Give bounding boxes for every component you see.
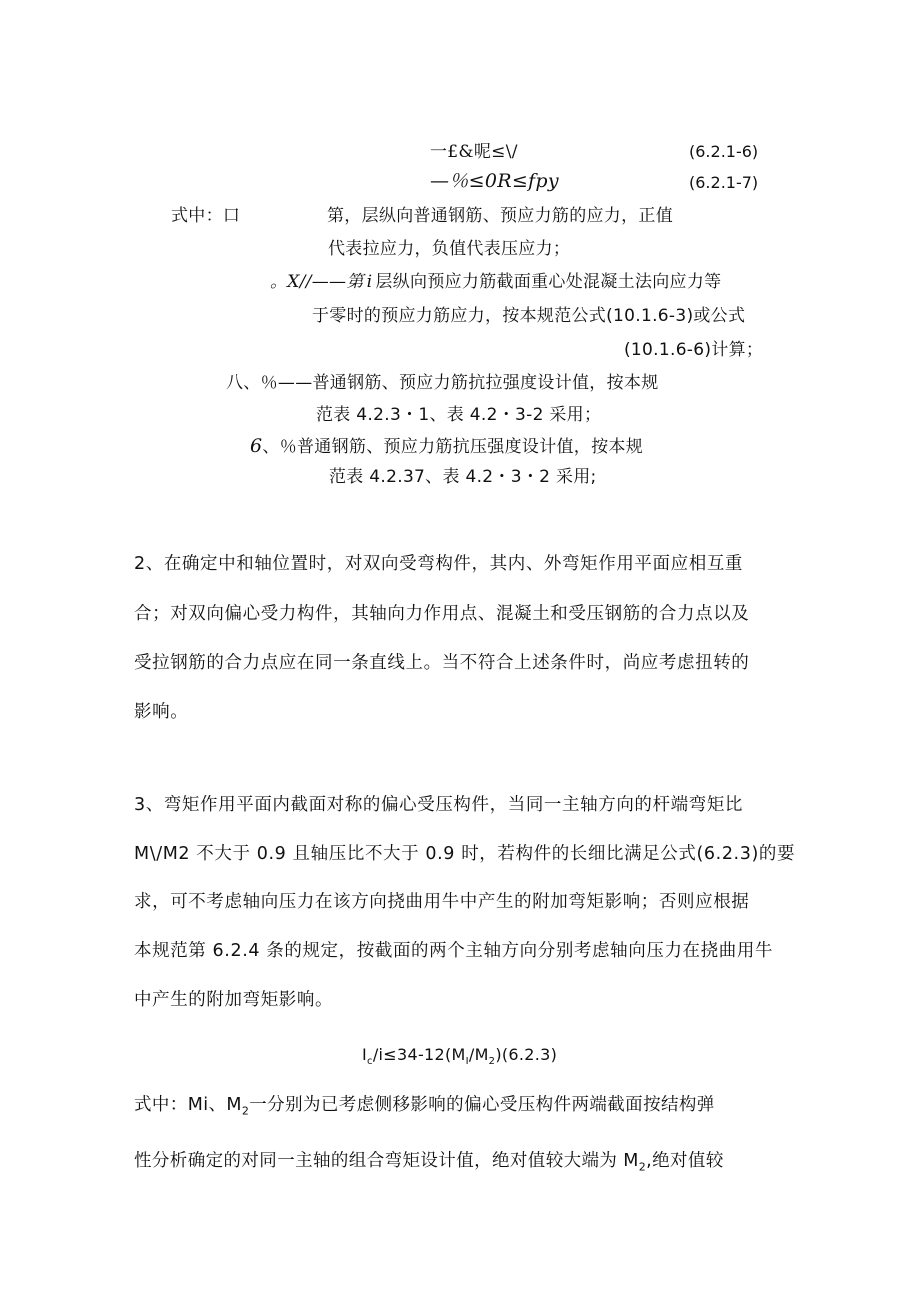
def2-line-2 (134, 1150, 724, 1179)
definition-line-5: (10.1.6-6)计算； (624, 340, 764, 360)
symbol-fy-prime: 6 (250, 435, 263, 457)
definition-line-6: 八、％——普通钢筋、预应力筋抗拉强度设计值，按本规 (226, 373, 659, 393)
equation-number-6-2-1-6: (6.2.1-6) (689, 142, 759, 161)
def2-subscript-2: 2 (241, 1104, 250, 1118)
equation-6-2-3 (362, 1044, 557, 1073)
para2-line-4: 影响。 (134, 702, 189, 722)
definition-line-1a: 式中：口 (171, 206, 241, 226)
equation-number-6-2-1-7: (6.2.1-7) (689, 173, 759, 192)
eq-subscript-2: 2 (488, 1056, 496, 1068)
para2-line-2: 合；对双向偏心受力构件，其轴向力作用点、混凝土和受压钢筋的合力点以及 (134, 604, 750, 624)
eq-subscript-c: c (367, 1056, 373, 1068)
para2-line-3: 受拉钢筋的合力点应在同一条直线上。当不符合上述条件时，尚应考虑扭转的 (134, 653, 750, 673)
eq-middle: /i≤34-12(M (372, 1045, 466, 1064)
definition-line-8 (250, 435, 643, 458)
definition-line-4: 于零时的预应力筋应力，按本规范公式(10.1.6-3)或公式 (312, 306, 746, 326)
symbol-i: i (366, 272, 373, 292)
eq-divide-m: /M (468, 1045, 489, 1064)
definition-line-1b: 第，层纵向普通钢筋、预应力筋的应力，正值 (327, 206, 673, 226)
eq-subscript-1: I (465, 1056, 469, 1068)
para3-line-3: 求，可不考虑轴向压力在该方向挠曲用牛中产生的附加弯矩影响；否则应根据 (134, 892, 750, 912)
def2-line-1 (134, 1094, 715, 1123)
definition-line-8-text: 、％普通钢筋、预应力筋抗压强度设计值，按本规 (262, 437, 643, 457)
definition-line-7: 范表 4.2.3・1、表 4.2・3-2 采用； (316, 405, 602, 425)
eq-l0-symbol: I (362, 1045, 368, 1064)
definition-line-9: 范表 4.2.37、表 4.2・3・2 采用; (329, 467, 597, 487)
para3-line-2: M\/M2 不大于 0.9 且轴压比不大于 0.9 时，若构件的长细比满足公式(6.2.3)的要 (134, 844, 796, 864)
definition-line-3-text: 层纵向预应力筋截面重心处混凝土法向应力等 (375, 272, 722, 292)
para2-line-1: 2、在确定中和轴位置时，对双向受弯构件，其内、外弯矩作用平面应相互重 (134, 554, 744, 574)
def2-line-1c: 一分别为已考虑侧移影响的偏心受压构件两端截面按结构弹 (249, 1095, 715, 1115)
definition-line-3 (270, 271, 721, 293)
para3-line-5: 中产生的附加弯矩影响。 (134, 990, 334, 1010)
eq-number: )(6.2.3) (495, 1045, 558, 1064)
def2-line-1a: 式中：Mi、M (134, 1095, 242, 1115)
equation-6-2-1-6: 一£&呢≤\/ (430, 142, 518, 162)
equation-6-2-1-7: —％≤0R≤fpy (430, 170, 559, 192)
symbol-sigma-p0: 。X//——第 (270, 272, 364, 292)
para3-line-1: 3、弯矩作用平面内截面对称的偏心受压构件，当同一主轴方向的杆端弯矩比 (134, 795, 744, 815)
def2-line-2c: ,绝对值较 (646, 1151, 724, 1171)
definition-line-2: 代表拉应力，负值代表压应力； (328, 239, 571, 259)
def2-subscript-m2: 2 (638, 1160, 647, 1174)
def2-line-2a: 性分析确定的对同一主轴的组合弯矩设计值，绝对值较大端为 M (134, 1151, 639, 1171)
para3-line-4: 本规范第 6.2.4 条的规定，按截面的两个主轴方向分别考虑轴向压力在挠曲用牛 (134, 941, 774, 961)
